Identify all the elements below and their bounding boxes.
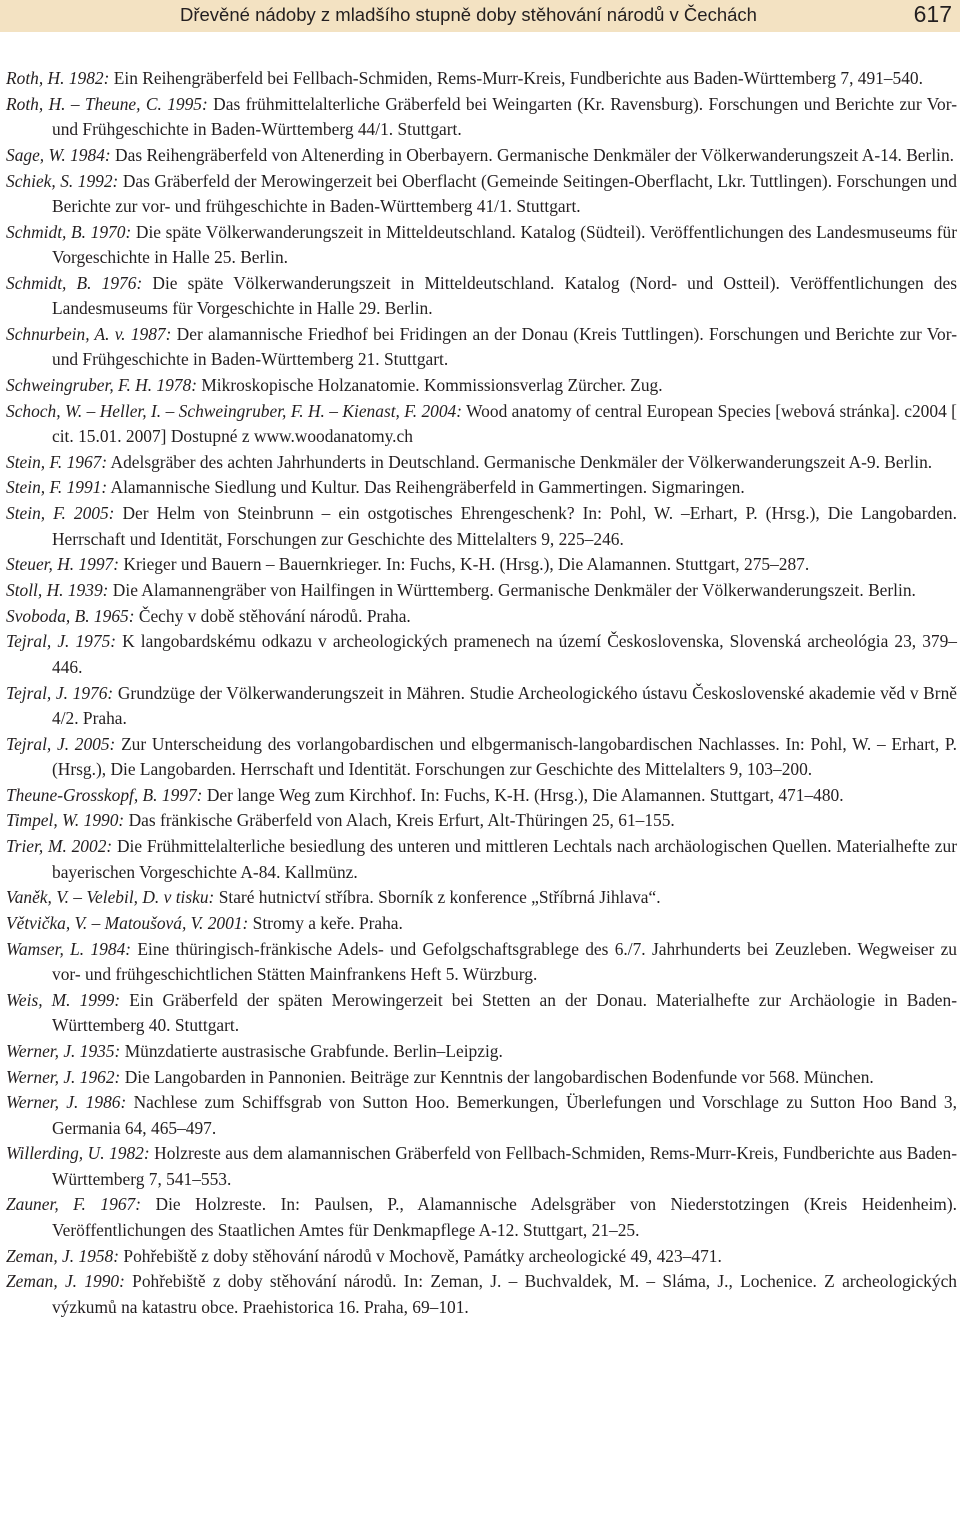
reference-year: 1939:: [67, 579, 109, 600]
reference-entry: [6, 681, 957, 732]
reference-text: Das fränkische Gräberfeld von Alach, Kreis Erfurt, Alt-Thüringen 25, 61–155.: [128, 810, 675, 831]
reference-authors: Větvička, V. – Matoušová, V.: [6, 912, 204, 933]
reference-year: 1990:: [84, 1271, 125, 1292]
reference-authors: Werner, J.: [6, 1066, 76, 1087]
reference-text: Adelsgräber des achten Jahrhunderts in Deutschland. Germanische Denkmäler der Völkerwanderungszeit A-9. Berlin.: [110, 451, 933, 472]
reference-authors: Schweingruber, F. H.: [6, 374, 153, 395]
reference-authors: Stoll, H.: [6, 579, 64, 600]
reference-authors: Stein, F.: [6, 503, 66, 524]
reference-text: Grundzüge der Völkerwanderungszeit in Mähren. Studie Archeologického ústavu Československé akademie věd v Brně 4/2. Praha.: [52, 682, 957, 728]
reference-year: 1991:: [66, 477, 108, 498]
reference-authors: Weis, M.: [6, 989, 71, 1010]
reference-authors: Wamser, L.: [6, 938, 85, 959]
reference-authors: Roth, H. – Theune, C.: [6, 93, 162, 114]
reference-text: Krieger und Bauern – Bauernkrieger. In: Fuchs, K-H. (Hrsg.), Die Alamannen. Stuttgart, 275–287.: [123, 554, 810, 575]
reference-authors: Werner, J.: [6, 1040, 76, 1061]
reference-entry: [6, 732, 957, 783]
reference-authors: Schmidt, B.: [6, 272, 92, 293]
reference-year: 1970:: [90, 221, 132, 242]
reference-year: 1995:: [167, 93, 208, 114]
reference-entry: [6, 92, 957, 143]
reference-authors: Steuer, H.: [6, 554, 75, 575]
reference-authors: Tejral, J.: [6, 733, 70, 754]
reference-authors: Stein, F.: [6, 477, 63, 498]
reference-year: 2002:: [71, 836, 113, 857]
reference-text: Die späte Völkerwanderungszeit in Mitteldeutschland. Katalog (Nord- und Ostteil). Veröffentlichungen des Landesmuseums für Vorgeschichte in Halle 29. Berlin.: [52, 272, 957, 319]
reference-text: Die Alamannengräber von Hailfingen in Württemberg. Germanische Denkmäler der Völkerwanderungszeit. Berlin.: [112, 579, 916, 600]
reference-entry: [6, 1141, 957, 1192]
reference-authors: Tejral, J.: [6, 631, 70, 652]
reference-text: Ein Reihengräberfeld bei Fellbach-Schmiden, Rems-Murr-Kreis, Fundberichte aus Baden-Württemberg 7, 491–540.: [113, 68, 923, 88]
reference-year: 1976:: [101, 272, 143, 293]
reference-text: Eine thüringisch-fränkische Adels- und Gefolgschaftsgrablege des 6./7. Jahrhunderts bei Zeuzleben. Wegweiser zu vor- und frühgeschichtlichen Stätten Mainfrankens Heft 5. Würzburg.: [52, 938, 957, 985]
reference-entry: [6, 322, 957, 373]
reference-authors: Vaněk, V. – Velebil, D.: [6, 887, 160, 908]
reference-text: Der lange Weg zum Kirchhof. In: Fuchs, K-H. (Hrsg.), Die Alamannen. Stuttgart, 471–480.: [206, 784, 844, 805]
reference-year: 2001:: [207, 912, 249, 933]
reference-year: 1982:: [68, 68, 110, 88]
reference-entry: [6, 911, 957, 936]
reference-year: 1962:: [79, 1066, 121, 1087]
reference-text: Staré hutnictví stříbra. Sborník z konference „Stříbrná Jihlava“.: [218, 887, 661, 908]
reference-text: Münzdatierte austrasische Grabfunde. Berlin–Leipzig.: [124, 1040, 503, 1061]
reference-authors: Theune-Grosskopf, B.: [6, 784, 158, 805]
reference-text: Alamannische Siedlung und Kultur. Das Reihengräberfeld in Gammertingen. Sigmaringen.: [110, 477, 745, 498]
reference-entry: [6, 143, 957, 168]
reference-authors: Schmidt, B.: [6, 221, 86, 242]
reference-entry: [6, 885, 957, 910]
reference-entry: [6, 1269, 957, 1320]
reference-authors: Schiek, S.: [6, 170, 74, 191]
reference-text: Der Helm von Steinbrunn – ein ostgotisches Ehrengeschenk? In: Pohl, W. –Erhart, P. (Hrsg.), Die Langobarden. Herrschaft und Identität, Forschungen zur Geschichte des Mittelalters 9, 225–246.: [52, 503, 957, 549]
reference-text: Der alamannische Friedhof bei Fridingen an der Donau (Kreis Tuttlingen). Forschungen und Berichte zur Vor- und Frühgeschichte in Baden-Württemberg 21. Stuttgart.: [52, 323, 957, 370]
reference-entry: [6, 501, 957, 552]
reference-entry: [6, 271, 957, 322]
reference-text: Ein Gräberfeld der späten Merowingerzeit bei Stetten an der Donau. Materialhefte zur Archäologie in Baden-Württemberg 40. Stuttgart.: [52, 989, 957, 1036]
reference-entry: [6, 988, 957, 1039]
reference-year: 1999:: [79, 989, 121, 1010]
reference-year: 1987:: [130, 323, 172, 344]
reference-authors: Schnurbein, A. v.: [6, 323, 126, 344]
reference-year: 1986:: [85, 1092, 127, 1113]
reference-entry: [6, 373, 957, 398]
reference-authors: Svoboda, B.: [6, 605, 90, 626]
reference-year: 2005:: [74, 733, 116, 754]
reference-authors: Stein, F.: [6, 451, 63, 472]
reference-year: 1976:: [72, 682, 114, 703]
reference-year: v tisku:: [163, 887, 215, 908]
reference-year: 1967:: [66, 451, 108, 472]
reference-text: Pohřebiště z doby stěhování národů. In: Zeman, J. – Buchvaldek, M. – Sláma, J., Lochenice. Z archeologických výzkumů na katastru obce. Praehistorica 16. Praha, 69–101.: [52, 1271, 957, 1317]
running-title: Dřevěné nádoby z mladšího stupně doby stěhování národů v Čechách: [180, 4, 757, 25]
reference-entry: [6, 1192, 957, 1243]
reference-text: Wood anatomy of central European Species [webová stránka]. c2004 [ cit. 15.01. 2007] Dostupné z www.woodanatomy.ch: [52, 400, 957, 447]
reference-year: 1958:: [78, 1245, 120, 1266]
reference-year: 2004:: [421, 400, 463, 421]
reference-year: 1992:: [77, 170, 119, 191]
reference-year: 1978:: [156, 374, 197, 395]
reference-year: 1967:: [100, 1194, 141, 1215]
reference-entry: [6, 66, 957, 91]
reference-text: Die Frühmittelalterliche besiedlung des unteren und mittleren Lechtals nach archäologischen Quellen. Materialhefte zur bayerischen Vorgeschichte A-84. Kallmünz.: [52, 836, 957, 882]
reference-entry: [6, 475, 957, 500]
reference-year: 1935:: [79, 1040, 121, 1061]
reference-year: 1975:: [75, 631, 117, 652]
reference-year: 1997:: [161, 784, 203, 805]
reference-text: Nachlese zum Schiffsgrab von Sutton Hoo. Bemerkungen, Überlefungen und Vorschlage zu Sutton Hoo Band 3, Germania 64, 465–497.: [52, 1092, 957, 1138]
reference-entry: [6, 783, 957, 808]
reference-entry: [6, 169, 957, 220]
reference-entry: [6, 834, 957, 885]
reference-text: Čechy v době stěhování národů. Praha.: [138, 605, 411, 626]
reference-authors: Zeman, J.: [6, 1271, 78, 1292]
reference-authors: Trier, M.: [6, 836, 67, 857]
reference-authors: Werner, J.: [6, 1092, 79, 1113]
reference-text: K langobardskému odkazu v archeologických pramenech na území Československa, Slovenská archeológia 23, 379–446.: [52, 631, 957, 677]
reference-year: 2005:: [73, 503, 115, 524]
reference-entry: [6, 629, 957, 680]
reference-year: 1984:: [90, 938, 132, 959]
reference-year: 1965:: [93, 605, 135, 626]
reference-entry: [6, 450, 957, 475]
reference-text: Die Langobarden in Pannonien. Beiträge zur Kenntnis der langobardischen Bodenfunde vor 568. München.: [124, 1066, 874, 1087]
reference-year: 1982:: [109, 1143, 150, 1164]
reference-authors: Sage, W.: [6, 144, 66, 165]
reference-authors: Zauner, F.: [6, 1194, 86, 1215]
reference-authors: Willerding, U.: [6, 1143, 105, 1164]
reference-entry: [6, 552, 957, 577]
reference-entry: [6, 808, 957, 833]
reference-text: Die späte Völkerwanderungszeit in Mitteldeutschland. Katalog (Südteil). Veröffentlichungen des Landesmuseums für Vorgeschichte in Halle 25. Berlin.: [52, 221, 957, 268]
reference-year: 1984:: [70, 144, 111, 165]
reference-text: Das Gräberfeld der Merowingerzeit bei Oberflacht (Gemeinde Seitingen-Oberflacht, Lkr. Tuttlingen). Forschungen und Berichte zur vor- und frühgeschichte in Baden-Württemberg 41/1. Stuttgart.: [52, 170, 957, 216]
reference-authors: Schoch, W. – Heller, I. – Schweingruber, F. H. – Kienast, F.: [6, 400, 418, 421]
reference-text: Das frühmittelalterliche Gräberfeld bei Weingarten (Kr. Ravensburg). Forschungen und Berichte zur Vor- und Frühgeschichte in Baden-Württemberg 44/1. Stuttgart.: [52, 93, 957, 140]
reference-text: Holzreste aus dem alamannischen Gräberfeld von Fellbach-Schmiden, Rems-Murr-Kreis, Fundberichte aus Baden-Württemberg 7, 541–553.: [52, 1143, 957, 1189]
reference-list: [6, 66, 957, 1320]
reference-authors: Zeman, J.: [6, 1245, 75, 1266]
reference-text: Pohřebiště z doby stěhování národů v Mochově, Památky archeologické 49, 423–471.: [123, 1245, 722, 1266]
reference-text: Stromy a keře. Praha.: [252, 912, 403, 933]
reference-text: Das Reihengräberfeld von Altenerding in Oberbayern. Germanische Denkmäler der Völkerwanderungszeit A-14. Berlin.: [115, 144, 955, 165]
reference-entry: [6, 604, 957, 629]
reference-entry: [6, 1065, 957, 1090]
reference-entry: [6, 1244, 957, 1269]
reference-authors: Roth, H.: [6, 68, 65, 88]
reference-entry: [6, 220, 957, 271]
reference-authors: Timpel, W.: [6, 810, 80, 831]
reference-authors: Tejral, J.: [6, 682, 68, 703]
page-number: 617: [913, 1, 952, 27]
reference-entry: [6, 399, 957, 450]
reference-text: Mikroskopische Holzanatomie. Kommissionsverlag Zürcher. Zug.: [201, 374, 663, 395]
reference-year: 1990:: [83, 810, 125, 831]
reference-entry: [6, 578, 957, 603]
reference-entry: [6, 1090, 957, 1141]
reference-entry: [6, 937, 957, 988]
reference-entry: [6, 1039, 957, 1064]
reference-year: 1997:: [78, 554, 120, 575]
running-header: [0, 0, 960, 32]
reference-text: Zur Unterscheidung des vorlangobardischen und elbgermanisch-langobardischen Nachlasses. In: Pohl, W. – Erhart, P. (Hrsg.), Die Langobarden. Herrschaft und Identität. Forschungen zur Geschichte des Mittelalters 9, 103–200.: [52, 733, 957, 780]
reference-text: Die Holzreste. In: Paulsen, P., Alamannische Adelsgräber von Niederstotzingen (Kreis Heidenheim). Veröffentlichungen des Staatlichen Amtes für Denkmapflege A-12. Stuttgart, 21–25.: [52, 1194, 957, 1240]
